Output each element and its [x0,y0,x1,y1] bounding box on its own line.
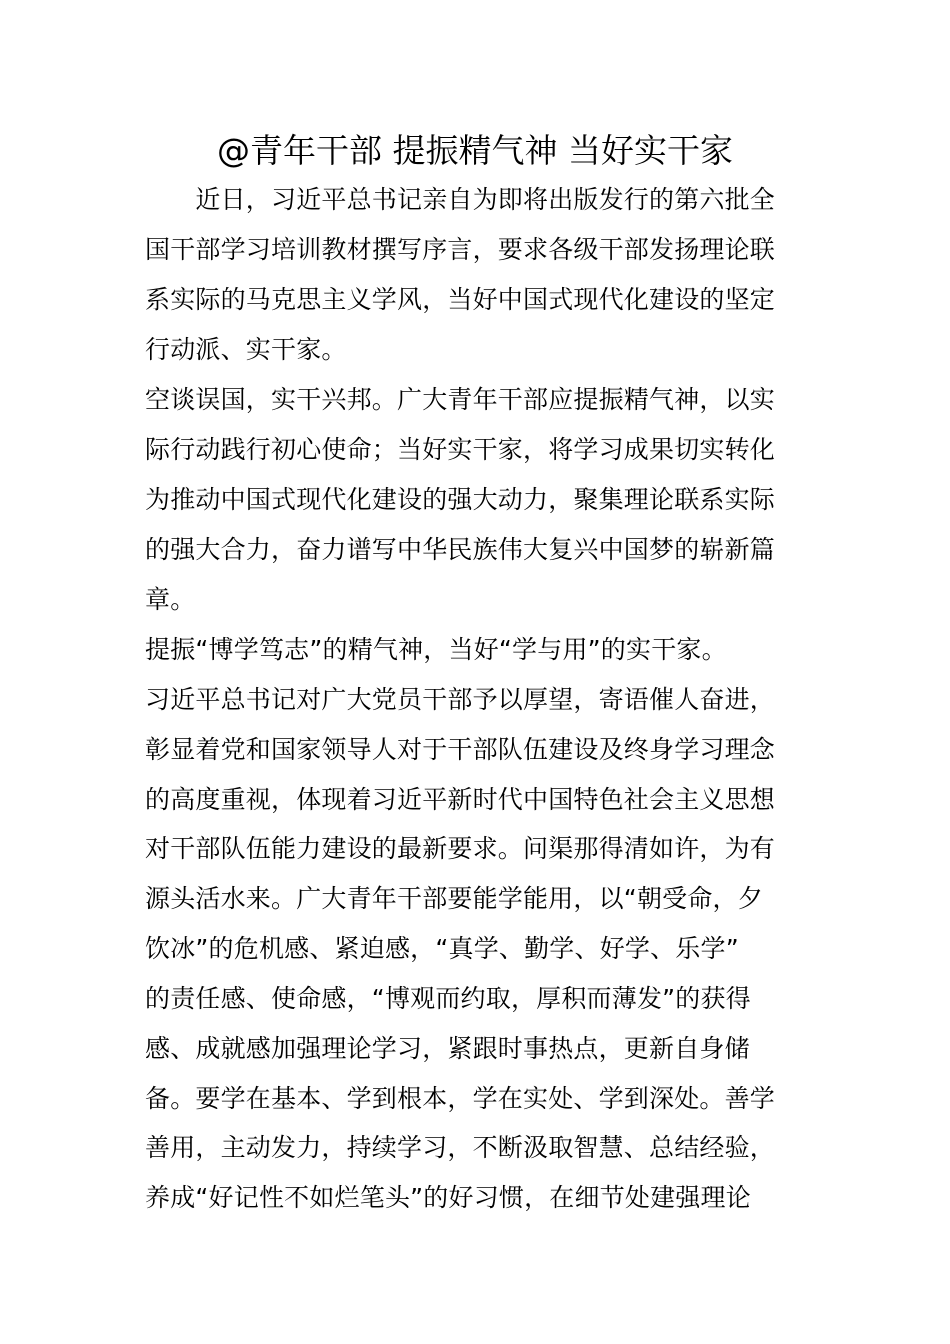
text-line: 国干部学习培训教材撰写序言，要求各级干部发扬理论联 [145,235,776,264]
text-line: 备。要学在基本、学到根本，学在实处、学到深处。善学 [145,1084,776,1113]
text-line: 际行动践行初心使命；当好实干家，将学习成果切实转化 [145,435,776,464]
document-title: @青年干部 提振精气神 当好实干家 [217,131,733,170]
text-line: 为推动中国式现代化建设的强大动力，聚集理论联系实际 [145,485,776,514]
text-line: 对干部队伍能力建设的最新要求。问渠那得清如许，为有 [145,834,776,863]
text-line: 系实际的马克思主义学风，当好中国式现代化建设的坚定 [145,285,776,314]
text-line: 感、成就感加强理论学习，紧跟时事热点，更新自身储 [145,1034,750,1063]
text-line: 章。 [145,585,196,614]
text-line: 提振“博学笃志”的精气神，当好“学与用”的实干家。 [145,635,727,664]
text-line: 行动派、实干家。 [145,335,347,364]
text-line: 源头活水来。广大青年干部要能学能用，以“朝受命，夕 [145,884,763,913]
text-line: 的强大合力，奋力谱写中华民族伟大复兴中国梦的崭新篇 [145,535,776,564]
text-line: 习近平总书记对广大党员干部予以厚望，寄语催人奋进， [145,685,776,714]
text-line: 饮冰”的危机感、紧迫感，“真学、勤学、好学、乐学” [145,934,739,963]
text-line: 养成“好记性不如烂笔头”的好习惯，在细节处建强理论 [145,1183,751,1212]
text-line: 的责任感、使命感，“博观而约取，厚积而薄发”的获得 [145,984,751,1013]
text-line: 空谈误国，实干兴邦。广大青年干部应提振精气神，以实 [145,385,776,414]
text-line: 善用，主动发力，持续学习，不断汲取智慧、总结经验， [145,1133,776,1162]
text-line: 的高度重视，体现着习近平新时代中国特色社会主义思想 [145,785,776,814]
text-line: 近日，习近平总书记亲自为即将出版发行的第六批全 [145,185,776,214]
text-line: 彰显着党和国家领导人对于干部队伍建设及终身学习理念 [145,735,776,764]
